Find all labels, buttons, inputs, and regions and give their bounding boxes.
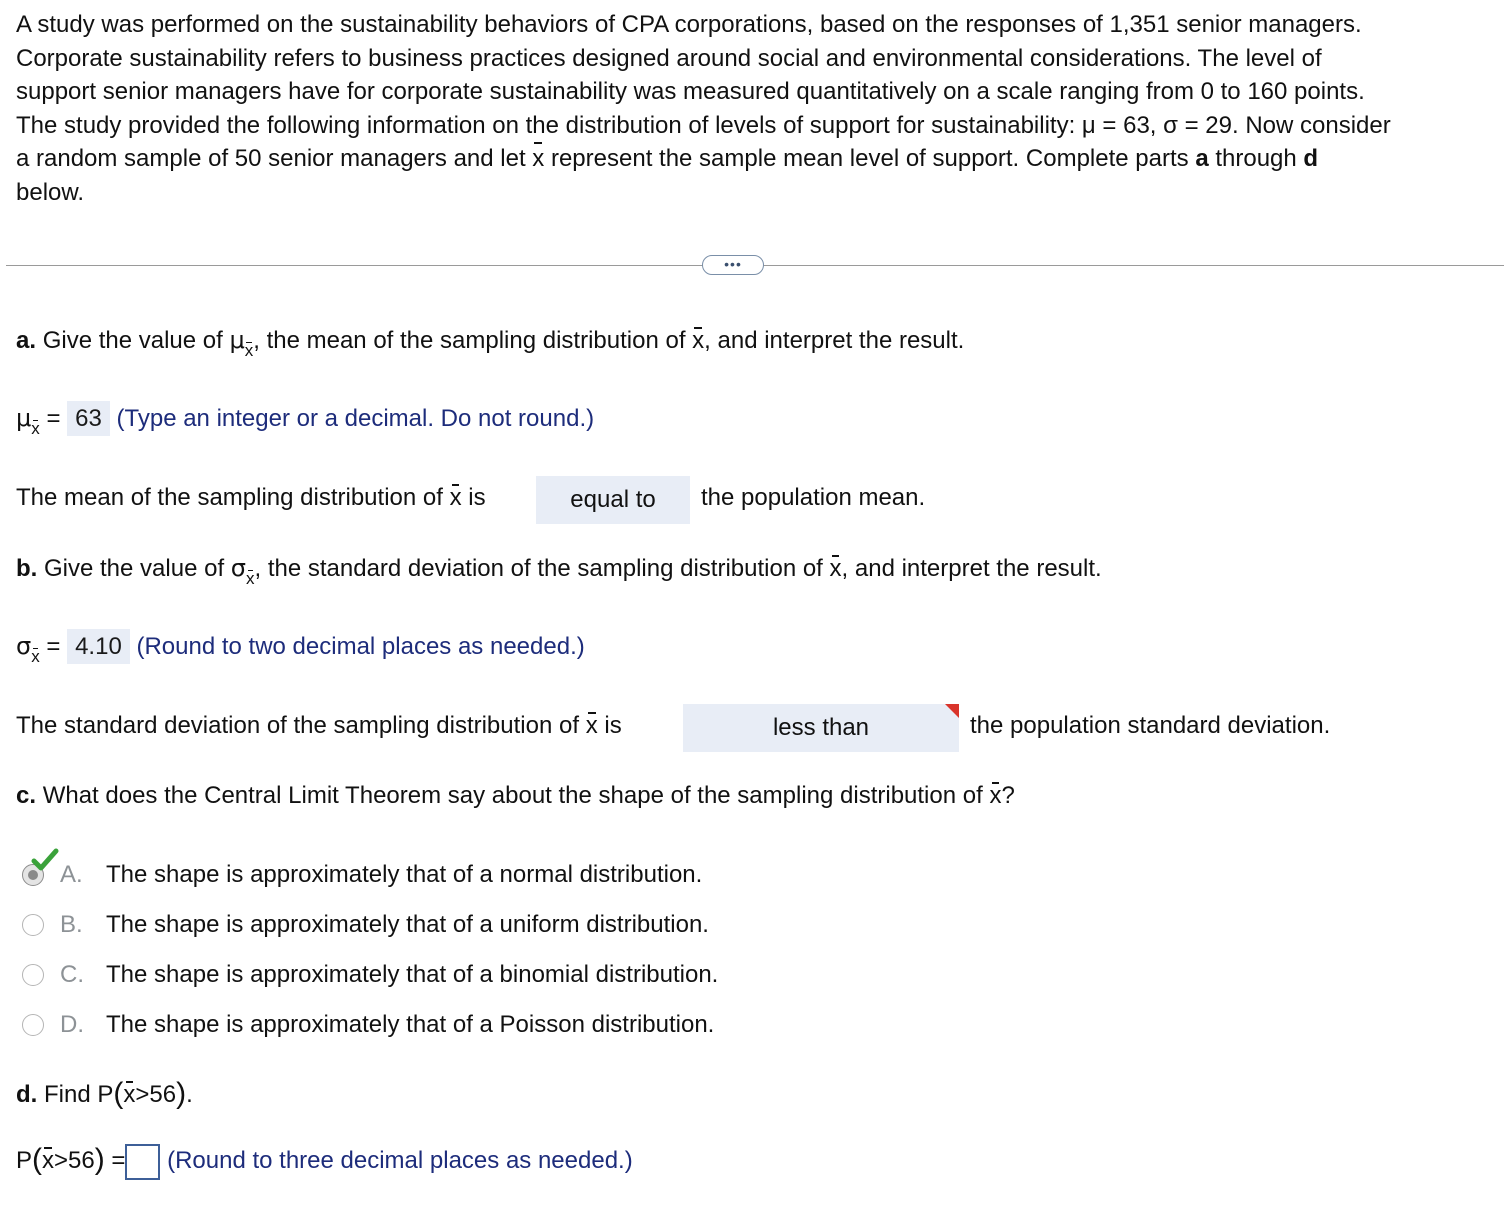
x-bar-symbol: x: [123, 1081, 136, 1108]
open-paren: (: [32, 1143, 43, 1176]
x-bar-symbol: x: [449, 484, 462, 511]
option-letter: D.: [60, 1011, 84, 1038]
mean-comparison-dropdown[interactable]: equal to: [536, 476, 690, 524]
mu-symbol: μ: [16, 404, 32, 432]
dropdown-value: less than: [772, 714, 870, 741]
greater-than: >: [135, 1081, 150, 1108]
radio-icon[interactable]: [22, 914, 44, 936]
intro-line-5: [16, 142, 1498, 176]
more-options-button[interactable]: •••: [702, 255, 764, 275]
interpretation-text: the population standard deviation.: [970, 712, 1331, 739]
part-d-answer-row: [16, 1142, 633, 1180]
greater-than: >: [54, 1147, 69, 1174]
part-a-question: [16, 326, 965, 360]
period: .: [186, 1081, 193, 1108]
threshold-value: 56: [149, 1081, 177, 1108]
intro-bold-a: a: [1195, 145, 1209, 172]
option-text: The shape is approximately that of a normal distribution.: [106, 861, 703, 888]
part-b-interpretation: [16, 712, 622, 740]
part-label: c.: [16, 782, 37, 809]
checkmark-icon: [30, 845, 60, 875]
x-bar-symbol: x: [989, 782, 1002, 809]
interpretation-text: The mean of the sampling distribution of: [16, 484, 443, 511]
x-bar-subscript: x: [31, 647, 40, 666]
intro-text: represent the sample mean level of support. Complete parts: [550, 145, 1189, 172]
x-bar-subscript: x: [244, 341, 254, 360]
intro-line-3: support senior managers have for corporate sustainability was measured quantitatively on a scale ranging from 0 to 160 points.: [16, 78, 1365, 105]
intro-line-1: A study was performed on the sustainability behaviors of CPA corporations, based on the responses of 1,351 senior managers.: [16, 11, 1362, 38]
intro-line-4: The study provided the following information on the distribution of levels of support for sustainability: μ = 63, σ = 29. Now consider: [16, 111, 1391, 139]
question-text: Give the value of: [44, 555, 225, 582]
option-letter: B.: [60, 911, 83, 938]
part-b-answer-row: [16, 632, 585, 666]
x-bar-subscript: x: [246, 569, 255, 588]
probability-answer-input[interactable]: [125, 1144, 160, 1180]
x-bar-symbol: x: [532, 142, 544, 176]
intro-bold-d: d: [1303, 145, 1319, 172]
part-label: b.: [16, 555, 38, 582]
option-text: The shape is approximately that of a Poisson distribution.: [106, 1011, 715, 1038]
close-paren: ): [94, 1143, 105, 1176]
incorrect-flag-icon: [945, 704, 959, 718]
x-bar-symbol: x: [829, 555, 842, 582]
std-dev-answer-field[interactable]: 4.10: [67, 629, 130, 664]
question-text: Find P: [44, 1081, 114, 1108]
close-paren: ): [176, 1077, 187, 1110]
question-text: ?: [1001, 782, 1015, 809]
part-label: a.: [16, 327, 37, 354]
equals-sign: =: [46, 405, 61, 432]
part-b-question: [16, 554, 1102, 588]
answer-hint: (Round to three decimal places as needed.): [167, 1147, 633, 1174]
part-c-question: [16, 782, 1015, 810]
intro-line-2: Corporate sustainability refers to business practices designed around social and environmental considerations. The level of: [16, 44, 1322, 72]
equals-sign: =: [111, 1147, 126, 1174]
radio-icon[interactable]: [22, 1014, 44, 1036]
interpretation-text: the population mean.: [701, 484, 926, 511]
open-paren: (: [113, 1077, 124, 1110]
option-text: The shape is approximately that of a uniform distribution.: [106, 911, 709, 938]
part-label: d.: [16, 1081, 38, 1108]
interpretation-text: is: [468, 484, 486, 511]
sigma-symbol: σ: [230, 554, 246, 582]
intro-text: a random sample of 50 senior managers and let: [16, 145, 526, 172]
option-letter: A.: [60, 861, 83, 888]
part-d-question: [16, 1076, 193, 1110]
intro-text: through: [1215, 145, 1297, 172]
answer-hint: (Type an integer or a decimal. Do not round.): [116, 405, 595, 432]
option-text: The shape is approximately that of a binomial distribution.: [106, 961, 719, 988]
question-text: , the mean of the sampling distribution of: [253, 327, 686, 354]
question-text: Give the value of: [42, 327, 223, 354]
x-bar-symbol: x: [42, 1147, 55, 1174]
x-bar-symbol: x: [692, 327, 705, 354]
intro-line-6: below.: [16, 178, 85, 206]
part-a-interpretation: [16, 484, 486, 512]
part-a-answer-row: [16, 404, 595, 438]
question-text: , and interpret the result.: [704, 327, 965, 354]
threshold-value: 56: [68, 1147, 95, 1174]
interpretation-text: is: [604, 712, 622, 739]
x-bar-symbol: x: [585, 712, 598, 739]
std-dev-comparison-dropdown[interactable]: [683, 704, 959, 752]
question-text: , and interpret the result.: [841, 555, 1102, 582]
option-letter: C.: [60, 961, 84, 988]
mu-symbol: μ: [229, 326, 245, 354]
question-text: , the standard deviation of the sampling distribution of: [254, 555, 823, 582]
x-bar-subscript: x: [31, 419, 40, 438]
equals-sign: =: [46, 633, 61, 660]
probability-symbol: P: [16, 1147, 33, 1174]
radio-icon[interactable]: [22, 964, 44, 986]
answer-hint: (Round to two decimal places as needed.): [136, 633, 585, 660]
mean-answer-field[interactable]: 63: [67, 401, 110, 436]
question-text: What does the Central Limit Theorem say about the shape of the sampling distribution of: [42, 782, 983, 809]
interpretation-text: The standard deviation of the sampling distribution of: [16, 712, 580, 739]
problem-statement: [16, 8, 1498, 209]
sigma-symbol: σ: [16, 632, 32, 660]
